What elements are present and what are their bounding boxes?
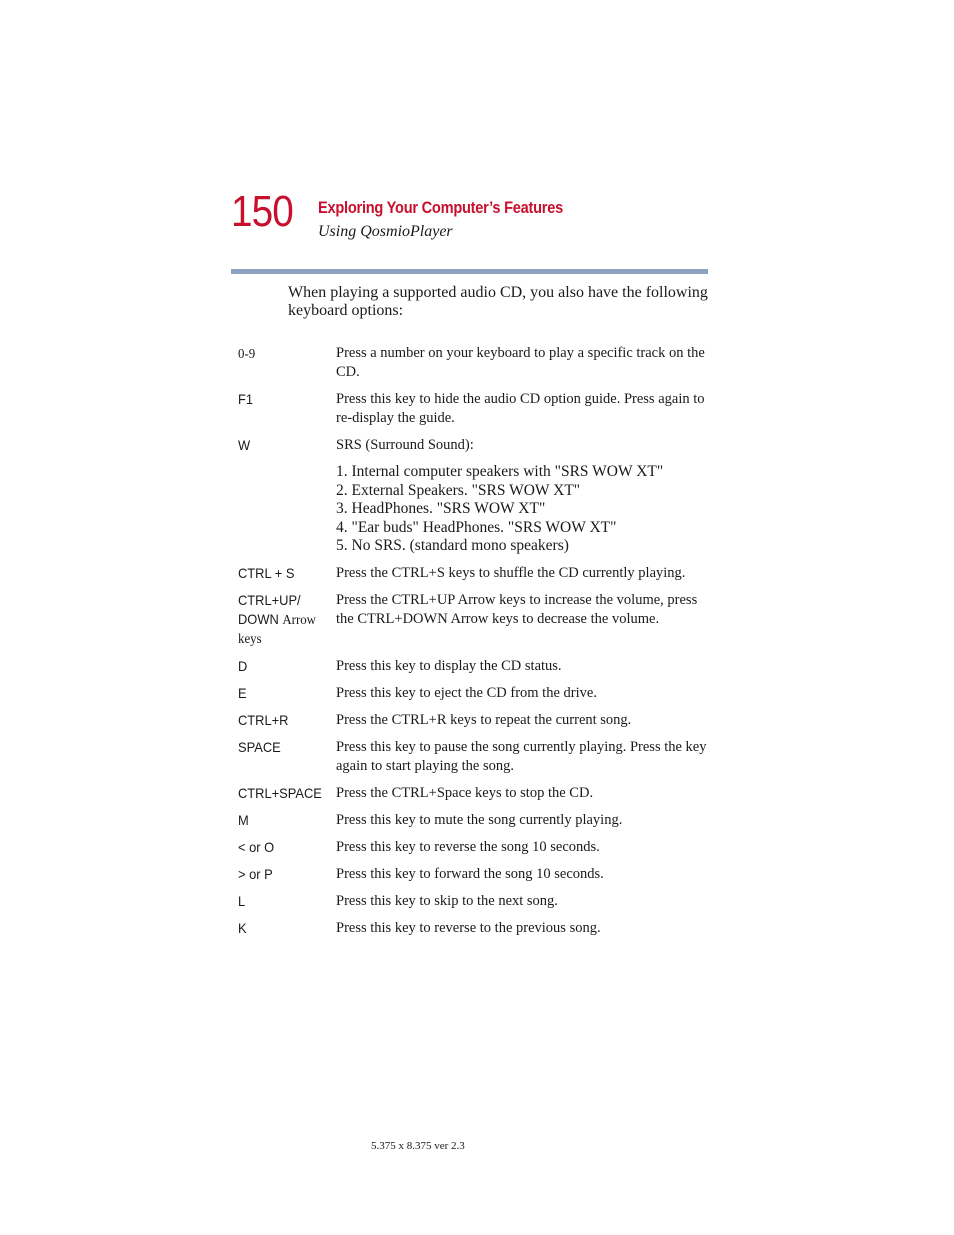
table-row: [238, 436, 708, 556]
page-number: 150: [231, 187, 293, 236]
page-footer: 5.375 x 8.375 ver 2.3: [371, 1140, 465, 1152]
table-row: [238, 564, 708, 583]
key-description: Press the CTRL+UP Arrow keys to increase the volume, press the CTRL+DOWN Arrow keys to decrease the volume.: [336, 591, 698, 627]
table-row: [238, 784, 708, 803]
key-description: Press a number on your keyboard to play a specific track on the CD.: [336, 345, 705, 380]
key-description: Press this key to pause the song currently playing. Press the key again to start playing the song.: [336, 738, 707, 774]
key-label: CTRL+R: [238, 711, 289, 728]
key-description: Press this key to forward the song 10 seconds.: [336, 865, 604, 882]
key-description: Press this key to display the CD status.: [336, 657, 562, 674]
key-label: M: [238, 811, 249, 828]
key-label: D: [238, 657, 248, 674]
keyboard-options-table: [238, 344, 708, 946]
header-divider: [231, 269, 708, 274]
key-label: 0-9: [238, 347, 256, 362]
key-description: Press this key to mute the song currently playing.: [336, 811, 623, 828]
table-row: [238, 684, 708, 703]
table-row: [238, 738, 708, 776]
key-description: Press the CTRL+Space keys to stop the CD.: [336, 784, 594, 801]
list-item: 3. HeadPhones. "SRS WOW XT": [336, 500, 546, 518]
key-description: Press this key to reverse the song 10 seconds.: [336, 838, 600, 855]
key-description: Press the CTRL+S keys to shuffle the CD currently playing.: [336, 564, 686, 581]
key-description: [336, 436, 708, 556]
section-title: Using QosmioPlayer: [318, 223, 453, 240]
key-label: CTRL+SPACE: [238, 784, 322, 801]
key-description: Press this key to eject the CD from the drive.: [336, 684, 597, 701]
key-label-line: keys: [238, 631, 262, 647]
list-item: 1. Internal computer speakers with "SRS WOW XT": [336, 463, 664, 480]
key-label: [238, 591, 328, 649]
table-row: [238, 390, 708, 428]
key-label: > or P: [238, 865, 273, 882]
key-description: Press this key to skip to the next song.: [336, 892, 558, 909]
srs-heading: SRS (Surround Sound):: [336, 437, 474, 453]
table-row: [238, 919, 708, 938]
key-label: F1: [238, 391, 254, 407]
table-row: [238, 811, 708, 830]
table-row: [238, 838, 708, 857]
key-label: SPACE: [238, 738, 281, 755]
list-item: 4. "Ear buds" HeadPhones. "SRS WOW XT": [336, 518, 617, 536]
table-row: [238, 711, 708, 730]
key-label: E: [238, 684, 247, 701]
key-label: < or O: [238, 838, 275, 855]
key-label: L: [238, 892, 246, 909]
table-row: [238, 892, 708, 911]
list-item: 5. No SRS. (standard mono speakers): [336, 537, 569, 555]
key-label: K: [238, 919, 247, 936]
chapter-title: Exploring Your Computer’s Features: [318, 198, 563, 217]
srs-options-list: [336, 463, 708, 556]
key-label-line: CTRL+UP/: [238, 591, 301, 608]
table-row: [238, 591, 708, 649]
key-label: CTRL + S: [238, 564, 295, 581]
table-row: [238, 344, 708, 382]
table-row: [238, 657, 708, 676]
key-label: W: [238, 437, 251, 453]
key-description: Press the CTRL+R keys to repeat the current song.: [336, 711, 632, 728]
key-description: Press this key to reverse to the previous song.: [336, 919, 601, 936]
list-item: 2. External Speakers. "SRS WOW XT": [336, 481, 581, 499]
intro-paragraph: When playing a supported audio CD, you also have the following keyboard options:: [288, 284, 708, 319]
key-description: Press this key to hide the audio CD option guide. Press again to re-display the guide.: [336, 391, 705, 426]
table-row: [238, 865, 708, 884]
key-label-line: DOWN Arrow: [238, 610, 316, 628]
